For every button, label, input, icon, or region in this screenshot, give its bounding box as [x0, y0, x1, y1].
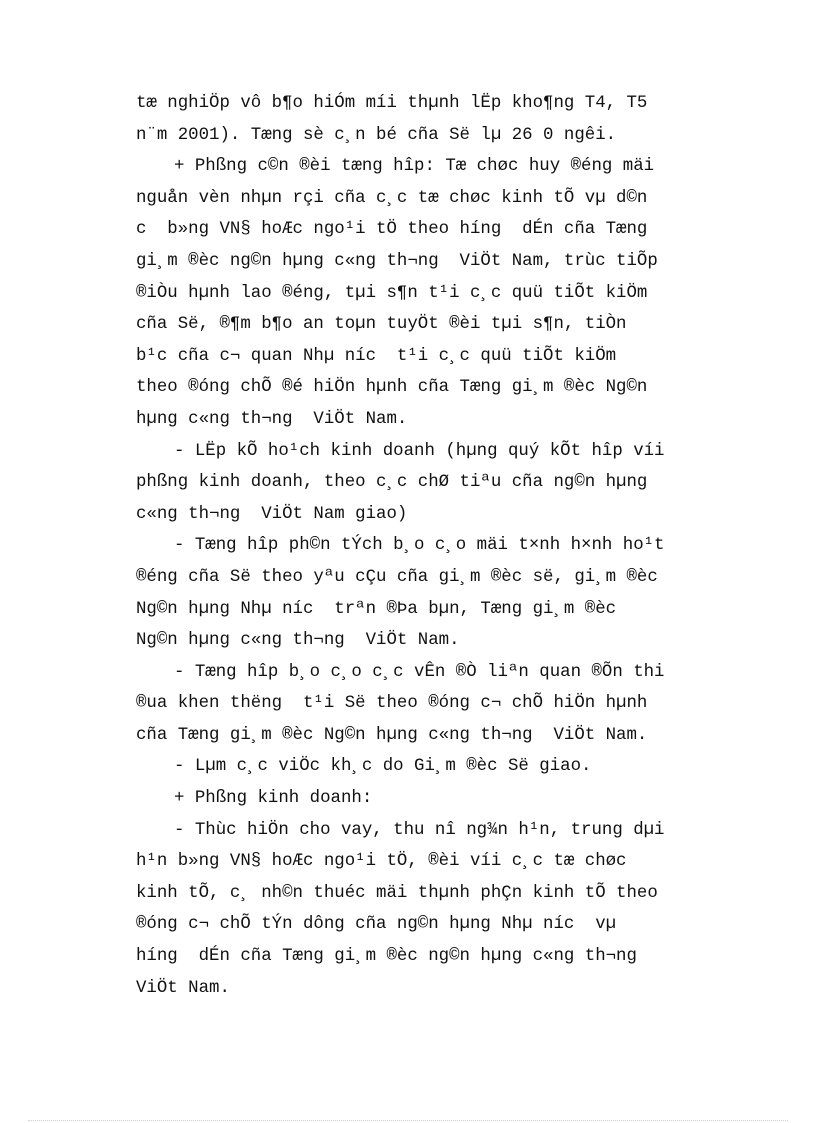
text-line: - Thùc hiÖn cho vay, thu nî ng¾n h¹n, trung dµi: [174, 820, 665, 840]
text-line: ®éng cña Së theo yªu cÇu cña gi¸m ®èc së, gi¸m ®èc: [136, 567, 658, 587]
text-line: + Phßng kinh doanh:: [174, 789, 373, 809]
text-line: cña Së, ®¶m b¶o an toµn tuyÖt ®èi tµi s¶n, tiÒn: [136, 315, 627, 335]
text-line: n¨m 2001). Tæng sè c¸n bé cña Së lµ 26 0 ngêi.: [136, 125, 617, 145]
text-line: phßng kinh doanh, theo c¸c chØ tiªu cña ng©n hµng: [136, 473, 648, 493]
text-line: híng dÉn cña Tæng gi¸m ®èc ng©n hµng c«ng th¬ng: [136, 947, 637, 967]
text-line: - Tæng hîp b¸o c¸o c¸c vÊn ®Ò liªn quan ®Õn thi: [174, 662, 665, 682]
text-line: ViÖt Nam.: [136, 978, 230, 998]
text-line: Ng©n hµng Nhµ níc trªn ®Þa bµn, Tæng gi¸m ®èc: [136, 599, 617, 619]
text-line: theo ®óng chÕ ®é hiÖn hµnh cña Tæng gi¸m ®èc Ng©n: [136, 378, 648, 398]
text-line: ®ua khen thëng t¹i Së theo ®óng c¬ chÕ hiÖn hµnh: [136, 694, 648, 714]
text-line: tæ nghiÖp vô b¶o hiÓm míi thµnh lËp kho¶ng T4, T5: [136, 94, 648, 113]
text-line: kinh tÕ, c¸ nh©n thuéc mäi thµnh phÇn kinh tÕ theo: [136, 883, 658, 903]
text-line: b¹c cña c¬ quan Nhµ níc t¹i c¸c quü tiÕt kiÖm: [136, 346, 617, 366]
text-line: + Phßng c©n ®èi tæng hîp: Tæ chøc huy ®éng mäi: [174, 157, 655, 177]
text-line: ®iÒu hµnh lao ®éng, tµi s¶n t¹i c¸c quü tiÕt kiÖm: [136, 283, 648, 303]
document-body-text: [136, 88, 726, 1004]
page-bottom-divider: [28, 1120, 788, 1121]
text-line: ®óng c¬ chÕ tÝn dông cña ng©n hµng Nhµ níc vµ: [136, 915, 617, 935]
text-line: hµng c«ng th¬ng ViÖt Nam.: [136, 409, 408, 429]
text-line: - LËp kÕ ho¹ch kinh doanh (hµng quý kÕt hîp víi: [174, 441, 665, 461]
text-line: - Tæng hîp ph©n tÝch b¸o c¸o mäi t×nh h×nh ho¹t: [174, 536, 665, 556]
text-line: - Lµm c¸c viÖc kh¸c do Gi¸m ®èc Së giao.: [174, 757, 592, 777]
text-line: nguån vèn nhµn rçi cña c¸c tæ chøc kinh tÕ vµ d©n: [136, 188, 648, 208]
text-line: c«ng th¬ng ViÖt Nam giao): [136, 504, 408, 524]
text-line: h¹n b»ng VN§ hoÆc ngo¹i tÖ, ®èi víi c¸c tæ chøc: [136, 852, 627, 872]
text-line: Ng©n hµng c«ng th¬ng ViÖt Nam.: [136, 631, 460, 651]
text-line: cña Tæng gi¸m ®èc Ng©n hµng c«ng th¬ng ViÖt Nam.: [136, 725, 648, 745]
text-line: c b»ng VN§ hoÆc ngo¹i tÖ theo híng dÉn cña Tæng: [136, 220, 648, 240]
text-line: gi¸m ®èc ng©n hµng c«ng th¬ng ViÖt Nam, trùc tiÕp: [136, 251, 658, 271]
